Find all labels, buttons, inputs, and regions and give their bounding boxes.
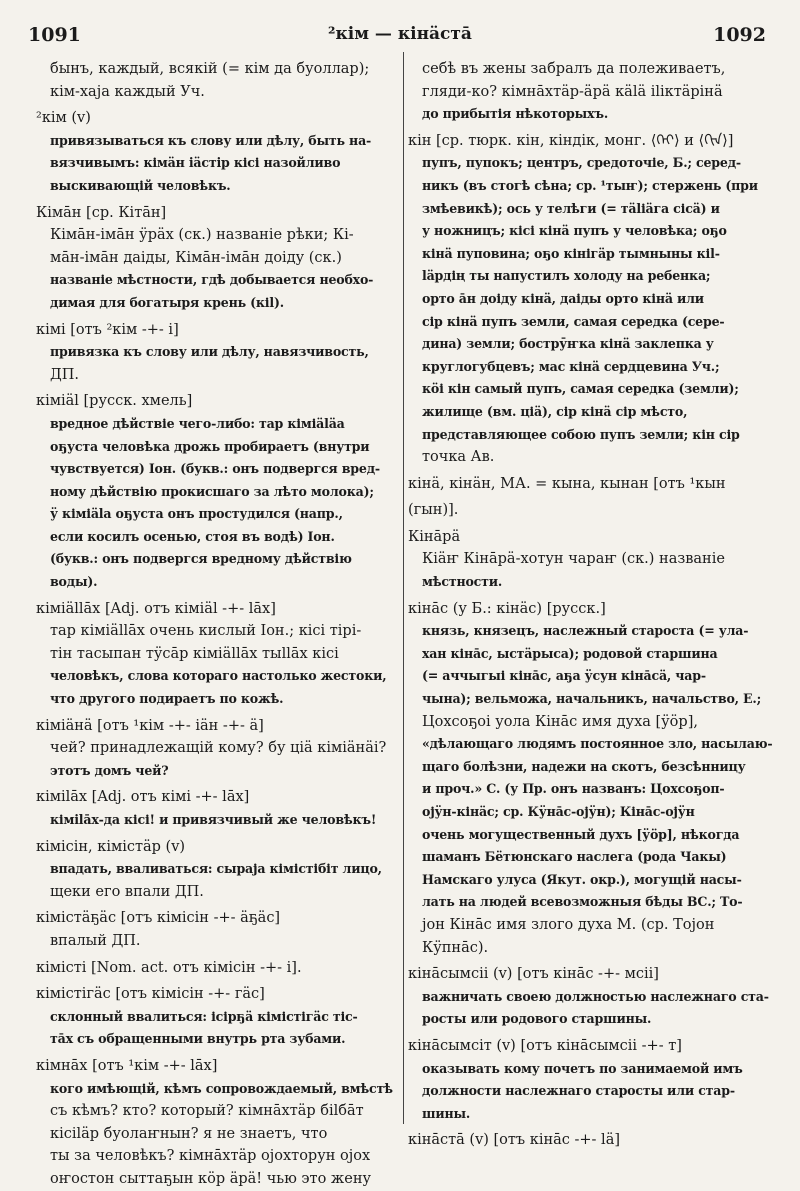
entry-headword-line: кімі [отъ ²кім -+- і]: [36, 321, 179, 338]
entry-text-line: у ножницъ; кісі кінä пупъ у человѣка; оҕо: [422, 223, 727, 239]
entry-headword-line: кімістäҕäс [отъ кімісін -+- äҕäс]: [36, 910, 281, 927]
entry-headword-line: кіна̄с (у Б.: кінäс) [русск.]: [408, 600, 606, 617]
entry-text-line: (= аччыгыі кіна̄с, аҕа ӱсун кіна̄сä, чар-: [422, 668, 706, 684]
entry-text-line: шаманъ Бётюнскаго наслега (рода Чакы): [422, 849, 727, 865]
entry-text-line: лать на людей всевозможныя бѣды ВС.; То-: [422, 894, 743, 910]
entry-text-line: ојӱн-кінäс; ср. Кӱна̄с-ојӱн); Кіна̄с-ојӱн: [422, 804, 695, 819]
entry-text-line: человѣкъ, слова котораго настолько жестоки,: [50, 668, 387, 684]
entry-text-line: Кіма̄н-іма̄н ӱрäх (ск.) названіе рѣки; Кі-: [50, 227, 354, 244]
entry-text-line: оҕуста человѣка дрожь пробираетъ (внутри: [50, 438, 370, 454]
entry-text-line: выскивающій человѣкъ.: [50, 177, 231, 193]
entry-text-line: ты за человѣкъ? кімна̄хтäр ојохторун ојох: [50, 1148, 371, 1165]
entry-text-line: привязываться къ слову или дѣлу, быть на-: [50, 132, 372, 148]
entry-text-line: ӱ кіміäla оҕуста онъ простудился (напр.,: [50, 506, 343, 522]
entry-text-line: кім-хаја каждый Уч.: [50, 83, 205, 100]
entry-headword-line: кіміällа̄х [Adj. отъ кіміäl -+- lа̄х]: [36, 600, 276, 617]
entry-text-line: дина) земли; бострӯҥка кінä заклепка у: [422, 336, 714, 352]
left-column: [36, 58, 396, 1191]
entry-headword-line: кімilа̄х [Adj. отъ кімі -+- lа̄х]: [36, 789, 250, 806]
entry-text-line: до прибытія нѣкоторыхъ.: [422, 106, 608, 122]
entry-text-line: очень могущественный духъ [ӱöр], нѣкогда: [422, 826, 740, 842]
entry-text-line: кінä пуповина; оҕо кінігäр тымныны кіl-: [422, 245, 720, 261]
entry-headword-line: Кіна̄рä: [408, 528, 461, 545]
entry-headword-line: Кіма̄н [ср. Кіта̄н]: [36, 204, 167, 221]
entry-text-line: läрдің ты напустилъ холоду на ребенка;: [422, 268, 711, 284]
entry-text-line: тар кіміällа̄х очень кислый Іон.; кісі тірі-: [50, 623, 362, 640]
entry-text-line: росты или родового старшины.: [422, 1011, 652, 1027]
entry-text-line: оҥостон сыттаҕын кöр äрä! чью это жену: [50, 1170, 372, 1187]
column-divider: [403, 52, 404, 1124]
entry-text-line: Намскаго улуса (Якут. окр.), могущій насы-: [422, 871, 742, 887]
entry-text-line: вредное дѣйствіе чего-либо: тар кіміäläа: [50, 415, 345, 431]
entry-text-line: и проч.» С. (у Пр. онъ названъ: Цохсоҕоп-: [422, 781, 725, 797]
entry-text-line: впалый ДП.: [50, 932, 141, 949]
entry-text-line: впадать, вваливаться: сыраја кімістібіт лицо,: [50, 861, 382, 877]
entry-text-line: названіе мѣстности, гдѣ добывается необхо-: [50, 272, 374, 288]
entry-text-line: (букв.: онъ подвергся вредному дѣйствію: [50, 551, 352, 567]
entry-text-line: щеки его впали ДП.: [50, 883, 204, 900]
running-head: ²кім — кінäста̄: [328, 24, 472, 44]
entry-headword-line: (гын)].: [408, 502, 459, 519]
entry-text-line: привязка къ слову или дѣлу, навязчивость,: [50, 344, 369, 360]
entry-text-line: кімilа̄х-да кісі! и привязчивый же человѣкъ!: [50, 812, 377, 827]
right-page-number: 1092: [713, 24, 766, 46]
entry-text-line: хан кіна̄с, ыстäрыса); родовой старшина: [422, 645, 718, 661]
left-page-number: 1091: [28, 24, 81, 46]
entry-headword-line: кіна̄сымсіт (v) [отъ кіна̄сымсіі -+- т]: [408, 1037, 682, 1054]
entry-text-line: склонный ввалиться: ісірҕä кімістігäс тіс-: [50, 1008, 358, 1024]
entry-text-line: ному дѣйствію прокисшаго за лѣто молока);: [50, 483, 374, 499]
entry-text-line: важничать своею должностью наслежнаго ста-: [422, 988, 769, 1004]
entry-text-line: съ кѣмъ? кто? который? кімна̄хтäр біlба̄т: [50, 1103, 364, 1120]
entry-headword-line: кін [ср. тюрк. кін, кіндік, монг. ⟨ᠬᠡᠢ⟩ и ⟨ᠬᠢᠨ⟩]: [408, 132, 734, 149]
entry-text-line: воды).: [50, 574, 98, 590]
entry-text-line: Кіäҥ Кіна̄рä-хотун чараҥ (ск.) названіе: [422, 551, 725, 568]
entry-text-line: точка Ав.: [422, 449, 495, 466]
entry-text-line: представляющее собою пупъ земли; кін сір: [422, 426, 740, 442]
entry-text-line: жилище (вм. ціä), сір кінä сір мѣсто,: [422, 403, 688, 419]
entry-headword-line: кімістігäс [отъ кімісін -+- гäс]: [36, 986, 265, 1003]
entry-text-line: јон Кіна̄с имя злого духа М. (ср. Тојон: [422, 916, 715, 933]
entry-text-line: сір кінä пупъ земли, самая середка (сере-: [422, 313, 725, 329]
right-column: [408, 58, 774, 1152]
entry-text-line: чувствуется) Іон. (букв.: онъ подвергся вред-: [50, 461, 380, 477]
entry-headword-line: кімісін, кімістäр (v): [36, 838, 186, 855]
entry-text-line: шины.: [422, 1105, 471, 1121]
entry-text-line: должности наслежнаго старосты или стар-: [422, 1083, 735, 1099]
entry-text-line: «дѣлающаго людямъ постоянное зло, насылаю-: [422, 736, 773, 752]
entry-text-line: ДП.: [50, 366, 80, 383]
entry-text-line: оказывать кому почетъ по занимаемой имъ: [422, 1060, 743, 1076]
entry-text-line: если косилъ осенью, стоя въ водѣ) Іон.: [50, 528, 335, 544]
entry-text-line: та̄х съ обращенными внутрь рта зубами.: [50, 1031, 346, 1047]
entry-text-line: себѣ въ жены забралъ да полеживаетъ,: [422, 61, 726, 77]
entry-headword-line: кінä, кінäн, МА. = кына, кынан [отъ ¹кын: [408, 475, 726, 492]
entry-text-line: мѣстности.: [422, 574, 503, 590]
entry-headword-line: кіміäнä [отъ ¹кім -+- iäн -+- ä]: [36, 717, 264, 734]
entry-text-line: кöі кін самый пупъ, самая середка (земли);: [422, 381, 739, 397]
entry-text-line: вязчивымъ: кімäн iäстiр кісі назойливо: [50, 155, 341, 171]
entry-text-line: никъ (въ стогѣ сѣна; ср. ¹тыҥ); стержень (при: [422, 177, 758, 193]
entry-text-line: змѣевикѣ); ось у телѣги (= тälіäга сісä) и: [422, 200, 720, 216]
entry-text-line: Цохсоҕоі уола Кіна̄с имя духа [ӱöр],: [422, 713, 698, 730]
entry-text-line: пупъ, пупокъ; центръ, средоточіе, Б.; серед-: [422, 155, 741, 171]
entry-text-line: Кӱпна̄с).: [422, 939, 489, 956]
entry-headword-line: кіна̄ста̄ (v) [отъ кіна̄с -+- lä]: [408, 1132, 620, 1149]
entry-text-line: чей? принадлежащій кому? бу ціä кіміäнäі?: [50, 740, 387, 757]
entry-text-line: бынъ, каждый, всякій (= кім да буоллар);: [50, 61, 370, 77]
entry-text-line: димая для богатыря крень (кіl).: [50, 294, 284, 310]
entry-text-line: ма̄н-іма̄н даіды, Кіма̄н-іма̄н доіду (ск.): [50, 249, 342, 266]
entry-text-line: гляди-ко? кімна̄хтäр-äрä кälä іlіктäрінä: [422, 83, 723, 100]
entry-headword-line: кіна̄сымсіі (v) [отъ кіна̄с -+- мсіі]: [408, 966, 659, 983]
entry-text-line: что другого подираетъ по кожѣ.: [50, 691, 284, 707]
entry-text-line: кісіläр буолаҥнын? я не знаетъ, что: [50, 1125, 328, 1142]
entry-headword-line: кіміäl [русск. хмель]: [36, 393, 193, 410]
entry-headword-line: кімісті [Nom. act. отъ кімісін -+- і].: [36, 959, 302, 976]
entry-headword-line: ²кім (v): [36, 110, 91, 127]
entry-text-line: чына); вельможа, начальникъ, начальство, Е.;: [422, 691, 762, 707]
entry-text-line: этотъ домъ чей?: [50, 762, 169, 778]
entry-text-line: щаго болѣзни, надежи на скотъ, безсѣнницу: [422, 758, 746, 774]
entry-text-line: круглогубцевъ; мас кінä сердцевина Уч.;: [422, 358, 720, 374]
entry-text-line: князь, князецъ, наслежный староста (= ула-: [422, 623, 749, 639]
entry-headword-line: кімна̄х [отъ ¹кім -+- lа̄х]: [36, 1057, 218, 1074]
entry-text-line: орто а̄н доіду кінä, даіды орто кінä или: [422, 290, 704, 306]
entry-text-line: кого имѣющій, кѣмъ сопровождаемый, вмѣстѣ: [50, 1080, 393, 1096]
entry-text-line: тін тасыпан тӱса̄р кіміällа̄х тыllа̄х кісі: [50, 645, 339, 662]
